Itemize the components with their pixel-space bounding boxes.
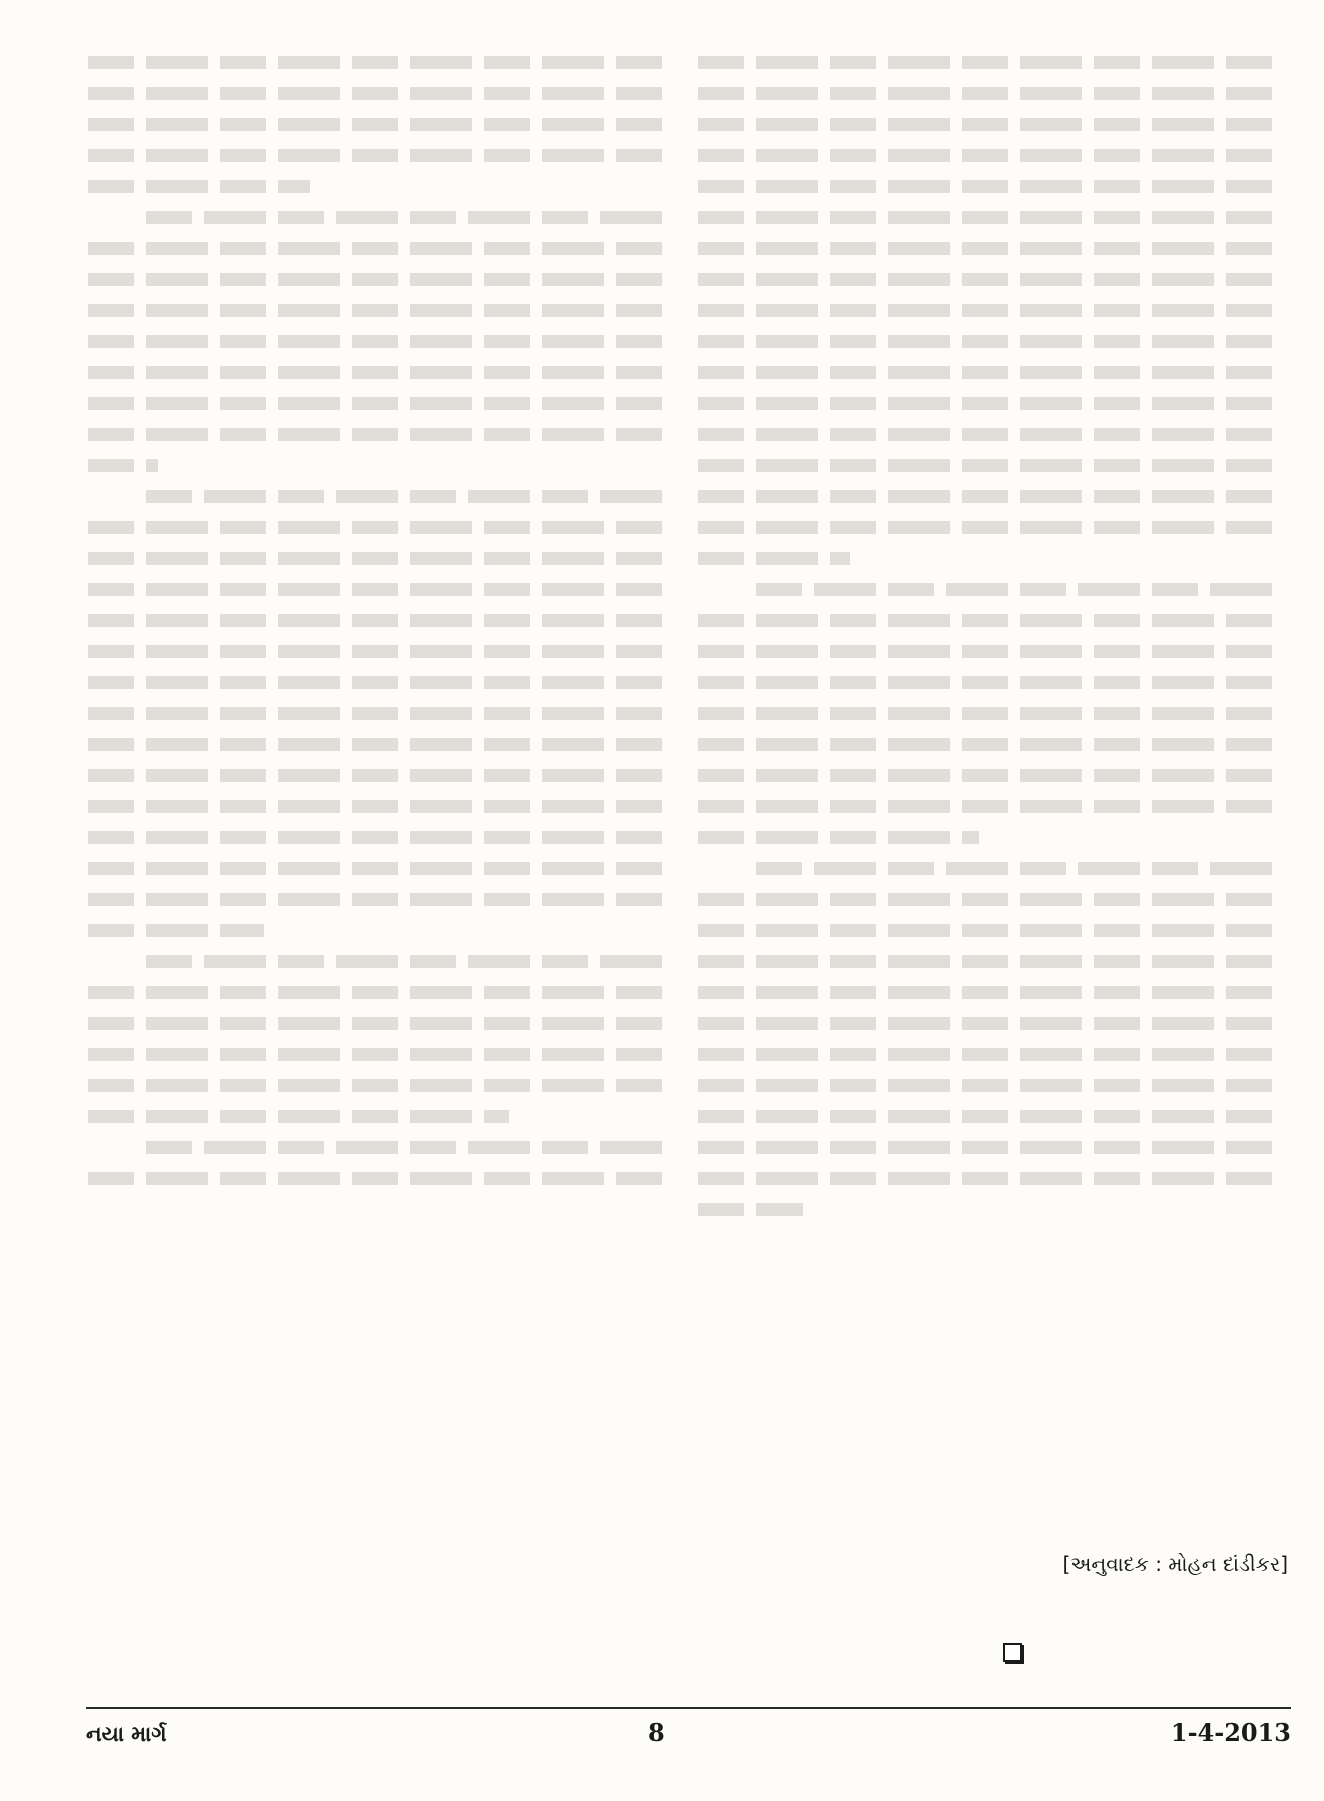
- text-line: [88, 1048, 673, 1061]
- text-line: [698, 1203, 803, 1216]
- paragraph-3: [88, 490, 673, 937]
- text-line: [698, 831, 979, 844]
- text-line: [698, 800, 1283, 813]
- text-line: [698, 1141, 1283, 1154]
- translator-credit: [અનુવાદક : મોહન દાંડીકર]: [1062, 1552, 1288, 1576]
- text-line: [698, 614, 1283, 627]
- text-line: [146, 211, 673, 224]
- text-line: [88, 56, 673, 69]
- text-line: [88, 707, 673, 720]
- text-line: [698, 676, 1283, 689]
- text-line: [698, 118, 1283, 131]
- text-line: [88, 87, 673, 100]
- text-line: [88, 738, 673, 751]
- text-line: [698, 1172, 1283, 1185]
- text-line: [88, 800, 673, 813]
- text-line: [698, 521, 1283, 534]
- text-line: [88, 1110, 509, 1123]
- text-line: [698, 986, 1283, 999]
- text-line: [88, 831, 673, 844]
- text-line: [146, 955, 673, 968]
- text-line: [698, 1079, 1283, 1092]
- text-line: [88, 614, 673, 627]
- text-line: [88, 676, 673, 689]
- text-line: [698, 738, 1283, 751]
- text-line: [88, 149, 673, 162]
- paragraph-7: [698, 583, 1283, 844]
- paragraph-8: [698, 862, 1283, 1216]
- text-line: [698, 211, 1283, 224]
- text-line: [88, 645, 673, 658]
- text-line: [698, 397, 1283, 410]
- text-line: [698, 552, 850, 565]
- text-line: [698, 707, 1283, 720]
- text-line: [698, 335, 1283, 348]
- text-line: [88, 1017, 673, 1030]
- paragraph-5: [88, 1141, 673, 1185]
- left-column: [88, 38, 673, 1203]
- text-line: [698, 955, 1283, 968]
- text-line: [88, 521, 673, 534]
- paragraph-1: [88, 56, 673, 193]
- text-line: [698, 304, 1283, 317]
- text-line: [698, 1017, 1283, 1030]
- text-line: [88, 180, 310, 193]
- paragraph-6: [698, 56, 1283, 565]
- text-line: [88, 1172, 673, 1185]
- page-number: 8: [648, 1718, 665, 1747]
- text-line: [88, 552, 673, 565]
- right-column: [698, 38, 1283, 1234]
- text-line: [698, 273, 1283, 286]
- text-line: [88, 397, 673, 410]
- text-line: [756, 583, 1283, 596]
- text-line: [88, 1079, 673, 1092]
- text-line: [88, 242, 673, 255]
- text-line: [698, 180, 1283, 193]
- text-line: [698, 924, 1283, 937]
- text-line: [88, 304, 673, 317]
- page-footer: [86, 1718, 1291, 1754]
- text-line: [146, 1141, 673, 1154]
- text-line: [88, 118, 673, 131]
- text-line: [756, 862, 1283, 875]
- text-line: [88, 862, 673, 875]
- end-of-article-box-icon: [1003, 1643, 1022, 1662]
- publication-name: નયા માર્ગ: [86, 1722, 167, 1746]
- text-line: [88, 428, 673, 441]
- text-line: [88, 769, 673, 782]
- text-line: [698, 893, 1283, 906]
- text-line: [88, 273, 673, 286]
- paragraph-4: [88, 955, 673, 1123]
- text-line: [698, 56, 1283, 69]
- text-line: [88, 924, 264, 937]
- text-line: [88, 335, 673, 348]
- text-line: [698, 242, 1283, 255]
- text-line: [698, 149, 1283, 162]
- paragraph-2: [88, 211, 673, 472]
- text-line: [698, 1110, 1283, 1123]
- text-line: [698, 459, 1283, 472]
- footer-divider: [86, 1707, 1291, 1709]
- text-line: [88, 366, 673, 379]
- text-line: [88, 986, 673, 999]
- text-line: [698, 428, 1283, 441]
- text-line: [698, 366, 1283, 379]
- text-line: [698, 769, 1283, 782]
- text-line: [146, 490, 673, 503]
- text-line: [698, 645, 1283, 658]
- text-line: [698, 490, 1283, 503]
- issue-date: 1-4-2013: [1170, 1718, 1291, 1747]
- text-line: [88, 893, 673, 906]
- text-line: [698, 87, 1283, 100]
- text-line: [698, 1048, 1283, 1061]
- text-line: [88, 583, 673, 596]
- text-line: [88, 459, 158, 472]
